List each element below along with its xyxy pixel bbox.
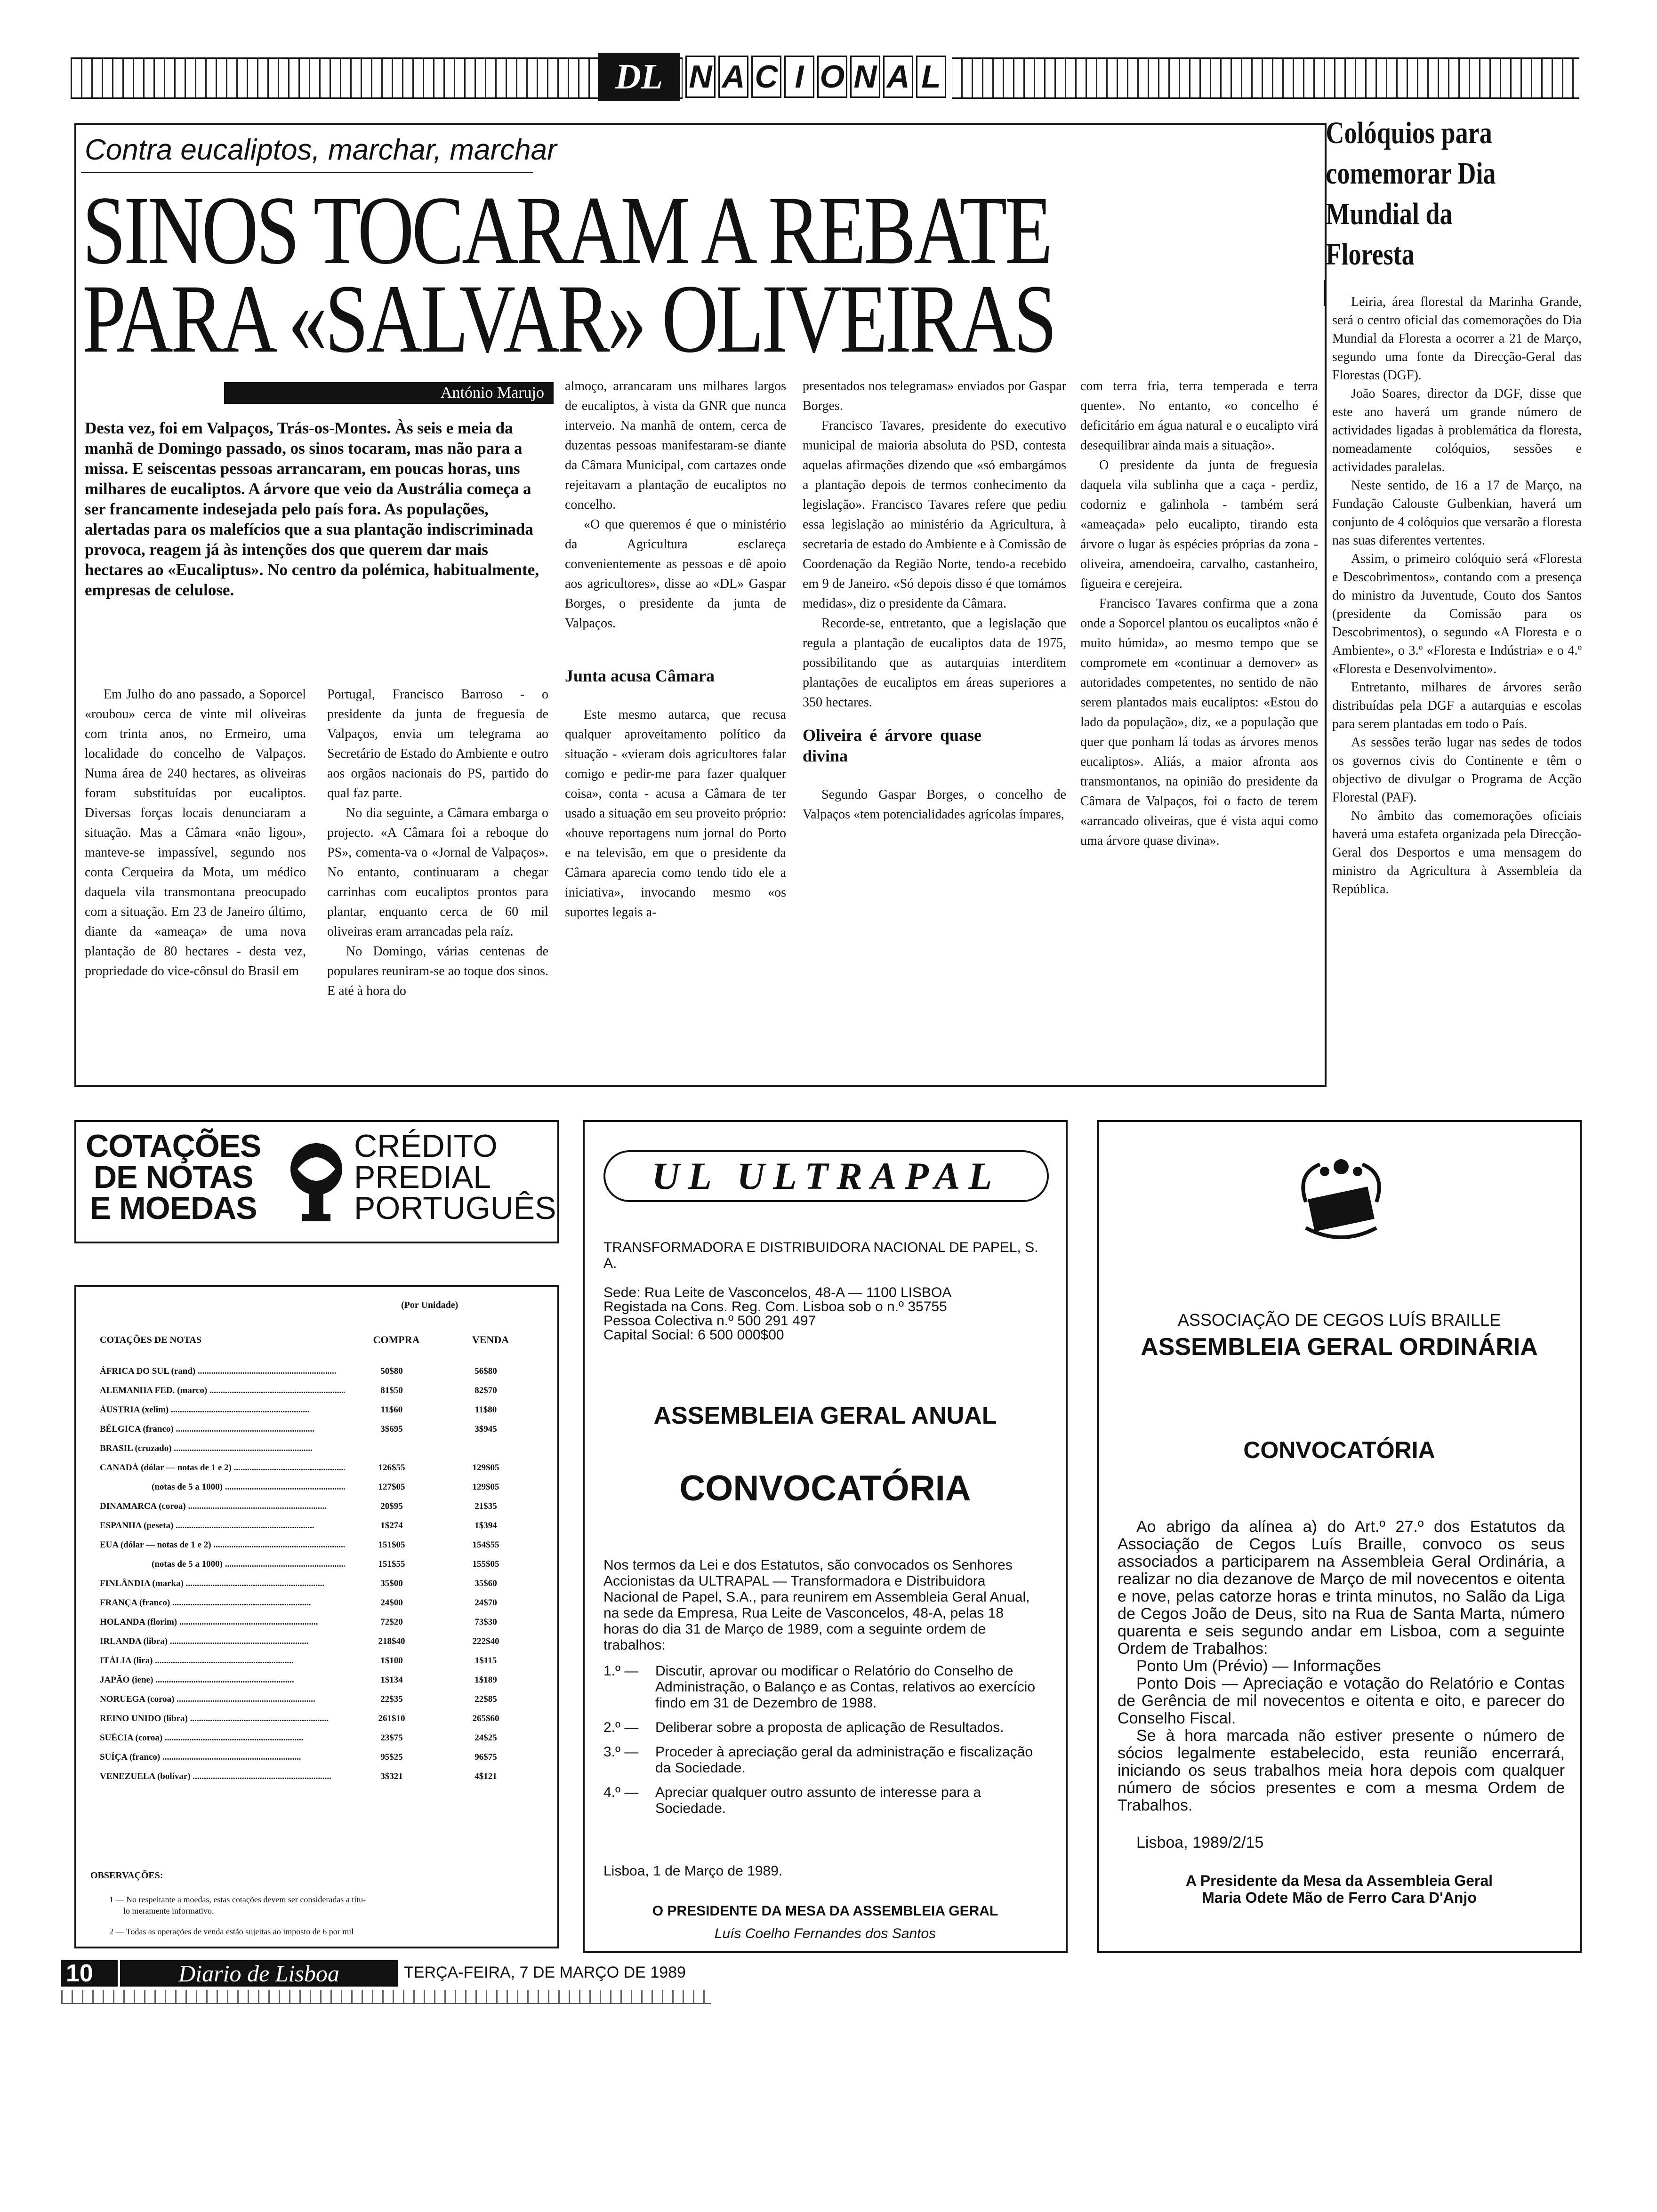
quote-sell: 129$05 bbox=[472, 1482, 499, 1492]
quote-sell: 11$80 bbox=[475, 1405, 497, 1415]
section-letter: A bbox=[718, 56, 748, 98]
column-5-paragraph-2: O presidente da junta de freguesia daquela vila sublinha que a caça - perdiz, codorniz e galinhola - também será «ameaçada» pelo eucalipto, tirando esta árvore o lugar às espécies próprias da zona - oliveira, amendoeira, carvalho, castanheiro, figueira e cerejeira. bbox=[1080, 458, 1318, 591]
column-2-paragraph-1: Portugal, Francisco Barroso - o presidente da junta de freguesia de Valpaços, envia um telegrama ao Secretário de Estado do Ambiente e outro aos orgãos nacionais do PS, partido do qual faz parte. bbox=[327, 687, 548, 801]
article-column-4 bbox=[803, 377, 1066, 825]
quotes-col-buy-header: COMPRA bbox=[373, 1334, 420, 1346]
braille-paragraph: Ao abrigo da alínea a) do Art.º 27.º dos Estatutos da Associação de Cegos Luís Braille, convoco os seus associados a participarem na Assembleia Geral Ordinária, a realizar no dia dezanove de Março de mil novecentos e oitenta e nove, pelas catorze horas e trinta minutos, no Salão da Liga de Cegos João de Deus, sito na Rua de Santa Marta, número quarenta e seis segundo andar em Lisboa, com a seguinte Ordem de Trabalhos: bbox=[1118, 1518, 1565, 1658]
ultrapal-convocatoria: CONVOCATÓRIA bbox=[679, 1468, 971, 1508]
ultrapal-capital: Capital Social: 6 500 000$00 bbox=[603, 1327, 784, 1343]
section-letter: N bbox=[685, 56, 716, 98]
quote-sell: 22$85 bbox=[475, 1694, 497, 1704]
quotes-col-name-header: COTAÇÕES DE NOTAS bbox=[100, 1335, 201, 1345]
kicker-rule bbox=[81, 172, 533, 173]
quote-row bbox=[100, 1512, 533, 1531]
quote-row bbox=[100, 1550, 533, 1570]
sidebar-paragraph: As sessões terão lugar nas sedes de todos os governos civis do Continente e têm o objectivo de divulgar o Programa de Acção Florestal (PAF). bbox=[1332, 735, 1582, 805]
section-letter: O bbox=[817, 56, 847, 98]
quote-buy: 1$100 bbox=[380, 1656, 403, 1666]
quotes-unit-note: (Por Unidade) bbox=[401, 1300, 458, 1310]
quote-buy: 126$55 bbox=[378, 1463, 405, 1473]
footer-date: TERÇA-FEIRA, 7 DE MARÇO DE 1989 bbox=[404, 1964, 686, 1981]
quote-sell: 154$55 bbox=[472, 1540, 499, 1550]
quote-currency: JAPÃO (iene) ..... bbox=[100, 1675, 345, 1685]
ultrapal-item: 1.º — Discutir, aprovar ou modificar o Relatório do Conselho de Administração, o Balanço e as Contas, relativos ao exercício findo em 31 de Dezembro de 1988. bbox=[603, 1663, 1036, 1711]
quote-buy: 151$05 bbox=[378, 1540, 405, 1550]
footer-masthead: Diario de Lisboa bbox=[120, 1960, 398, 1987]
quote-sell: 1$115 bbox=[475, 1656, 497, 1666]
page-number: 10 bbox=[61, 1960, 118, 1987]
column-1-paragraph: Em Julho do ano passado, a Soporcel «roubou» cerca de vinte mil oliveiras com trinta anos, no Ermeiro, uma localidade do concelho de Valpaços. Numa área de 240 hectares, as oliveiras foram substituídas por eucaliptos. Diversas forças locais denunciaram a situação. Mas a Câmara «não ligou», manteve-se impassível, segundo nos conta Cerqueira da Mota, um médico daquela vila transmontana preocupado com a situação. Em 23 de Janeiro último, diante da «ameaça» de uma nova plantação de 80 hectares - desta vez, propriedade do vice-cônsul do Brasil em bbox=[85, 687, 306, 978]
quotes-title-line: E MOEDAS bbox=[89, 1190, 257, 1226]
article-headline bbox=[82, 176, 1055, 373]
subheading-junta-acusa: Junta acusa Câmara bbox=[565, 666, 715, 685]
quote-currency: ÁUSTRIA (xelim) ..... bbox=[100, 1405, 345, 1415]
quote-currency: IRLANDA (libra) ..... bbox=[100, 1636, 345, 1647]
braille-org: ASSOCIAÇÃO DE CEGOS LUÍS BRAILLE bbox=[1177, 1310, 1501, 1330]
article-column-1 bbox=[85, 685, 306, 981]
quote-currency: (notas de 5 a 1000) ..... bbox=[100, 1559, 345, 1570]
ultrapal-intro: Nos termos da Lei e dos Estatutos, são convocados os Senhores Accionistas da ULTRAPAL — Transformadora e Distribuidora Nacional de Papel, S.A., para reunirem em Assembleia Geral Anual, na sede da Empresa, Rua Leite de Vasconcelos, 48-A, pelas 18 horas do dia 31 de Março de 1989, com a seguinte ordem de trabalhos: bbox=[603, 1557, 1030, 1653]
quote-buy: 1$134 bbox=[380, 1675, 403, 1685]
section-letter: C bbox=[751, 56, 781, 98]
quote-currency: NORUEGA (coroa) ..... bbox=[100, 1694, 345, 1705]
braille-point-2: Ponto Dois — Apreciação e votação do Relatório e Contas de Gerência de mil novecentos e oitenta e oito, e parecer do Conselho Fiscal. bbox=[1118, 1675, 1565, 1727]
quote-sell: 3$945 bbox=[475, 1424, 497, 1434]
quote-row bbox=[100, 1763, 533, 1782]
braille-point-1: Ponto Um (Prévio) — Informações bbox=[1136, 1657, 1381, 1675]
sidebar-paragraph: No âmbito das comemorações oficiais haverá uma estafeta organizada pela Direcção-Geral dos Desportos e uma mensagem do ministro da Agricultura à Assembleia da República. bbox=[1332, 809, 1582, 897]
quotes-title-line: DE NOTAS bbox=[94, 1159, 253, 1195]
ultrapal-logo: UL ULTRAPAL bbox=[603, 1150, 1049, 1202]
braille-note: Se à hora marcada não estiver presente o número de sócios legalmente estabelecido, esta reunião encerrará, iniciando os seus trabalhos meia hora depois com qualquer número de sócios presentes e com a mesma Ordem de Trabalhos. bbox=[1118, 1727, 1565, 1814]
quote-sell: 73$30 bbox=[475, 1617, 497, 1627]
quote-currency: REINO UNIDO (libra) ..... bbox=[100, 1714, 345, 1724]
article-lead: Desta vez, foi em Valpaços, Trás-os-Montes. Às seis e meia da manhã de Domingo passado, os sinos tocaram, mas não para a missa. E seiscentas pessoas arrancaram, em poucas horas, uns milhares de eucaliptos. A árvore que veio da Austrália começa a ser francamente indesejada pelo país fora. As populações, alertadas para os malefícios que a sua plantação indiscriminada provoca, reagem já às intenções dos que querem dar mais hectares ao «Eucaliptus». No centro da polémica, habitualmente, empresas de celulose. bbox=[85, 419, 539, 599]
ultrapal-heading: ASSEMBLEIA GERAL ANUAL bbox=[653, 1402, 997, 1429]
bank-name-line: CRÉDITO bbox=[354, 1128, 498, 1164]
quote-row bbox=[100, 1357, 533, 1377]
sidebar-paragraph: Assim, o primeiro colóquio será «Floresta e Descobrimentos», contando com a presença do ministro da Juventude, Couto dos Santos (presidente da Comissão para os Descobrimentos), o segundo «A Floresta e o Ambiente», o 3.º «Floresta e Indústria» e o 4.º «Floresta e Desenvolvimento». bbox=[1332, 552, 1582, 676]
sidebar-paragraph: Entretanto, milhares de árvores serão distribuídas pela DGF a autarquias e escolas para serem plantadas em todo o País. bbox=[1332, 680, 1582, 731]
braille-signature-title: A Presidente da Mesa da Assembleia Geral bbox=[1185, 1872, 1493, 1889]
quote-currency: SUÉCIA (coroa) ..... bbox=[100, 1733, 345, 1743]
quote-buy: 23$75 bbox=[380, 1733, 403, 1743]
quote-buy: 261$10 bbox=[378, 1714, 405, 1723]
quote-currency: CANADÁ (dólar — notas de 1 e 2) ..... bbox=[100, 1463, 345, 1473]
ultrapal-details bbox=[603, 1286, 1041, 1342]
quote-sell: 56$80 bbox=[475, 1366, 497, 1376]
quote-sell: 129$05 bbox=[472, 1463, 499, 1473]
quote-sell: 82$70 bbox=[475, 1386, 497, 1395]
quote-row bbox=[100, 1435, 533, 1454]
quote-buy: 72$20 bbox=[380, 1617, 403, 1627]
column-4-paragraph-2: Francisco Tavares, presidente do executivo municipal de maioria absoluta do PSD, contesta aquelas afirmações dizendo que «só embargámos a plantação depois de termos conhecimento da legislação». Francisco Tavares refere que pediu essa legislação ao ministério da Agricultura, à secretaria de estado do Ambiente e à Comissão de Coordenação da Região Norte, tendo-a recebido em 9 de Janeiro. «Só depois disso é que tomámos medidas», diz o presidente da Câmara. bbox=[803, 418, 1066, 611]
quote-row bbox=[100, 1685, 533, 1705]
section-label-nacional bbox=[683, 54, 952, 103]
quote-row bbox=[100, 1608, 533, 1627]
sidebar-body bbox=[1332, 293, 1582, 898]
quote-buy: 81$50 bbox=[380, 1386, 403, 1395]
quote-buy: 151$55 bbox=[378, 1559, 405, 1569]
bank-name-line: PREDIAL bbox=[354, 1159, 491, 1195]
quote-row bbox=[100, 1377, 533, 1396]
quote-currency: HOLANDA (florim) ..... bbox=[100, 1617, 345, 1627]
quote-row bbox=[100, 1492, 533, 1512]
ultrapal-item: 4.º — Apreciar qualquer outro assunto de interesse para a Sociedade. bbox=[603, 1785, 981, 1816]
section-letter: L bbox=[916, 56, 946, 98]
footer-rule bbox=[61, 1990, 711, 2004]
quote-sell: 4$121 bbox=[475, 1771, 497, 1781]
observation-1 bbox=[109, 1894, 533, 1916]
quote-currency: SUÍÇA (franco) ..... bbox=[100, 1752, 345, 1763]
quote-buy bbox=[345, 1435, 439, 1454]
quote-sell: 155$05 bbox=[472, 1559, 499, 1569]
quote-buy: 35$00 bbox=[380, 1579, 403, 1588]
quote-row bbox=[100, 1570, 533, 1589]
quote-currency: ALEMANHA FED. (marco) ..... bbox=[100, 1386, 345, 1396]
quote-buy: 127$05 bbox=[378, 1482, 405, 1492]
quote-row bbox=[100, 1415, 533, 1435]
quote-sell: 24$70 bbox=[475, 1598, 497, 1608]
column-4-paragraph-3: Recorde-se, entretanto, que a legislação que regula a plantação de eucaliptos data de 1975, possibilitando que as autarquias interditem plantações de eucaliptos em áreas superiores a 350 hectares. bbox=[803, 616, 1066, 710]
ultrapal-item: 2.º — Deliberar sobre a proposta de aplicação de Resultados. bbox=[603, 1720, 1004, 1735]
column-4-paragraph-4: Segundo Gaspar Borges, o concelho de Valpaços «tem potencialidades agrícolas ímpares, bbox=[803, 787, 1066, 822]
ultrapal-pessoa: Pessoa Colectiva n.º 500 291 497 bbox=[603, 1313, 816, 1329]
quote-buy: 11$60 bbox=[380, 1405, 403, 1415]
ultrapal-items bbox=[603, 1663, 1041, 1817]
column-4-paragraph-1: presentados nos telegramas» enviados por Gaspar Borges. bbox=[803, 379, 1066, 413]
article-column-2 bbox=[327, 685, 548, 1001]
quote-row bbox=[100, 1705, 533, 1724]
quote-buy: 1$274 bbox=[380, 1521, 403, 1531]
article-column-5 bbox=[1080, 377, 1318, 851]
quote-buy: 95$25 bbox=[380, 1752, 403, 1762]
quote-buy: 24$00 bbox=[380, 1598, 403, 1608]
quote-currency: (notas de 5 a 1000) ..... bbox=[100, 1482, 345, 1492]
column-3-paragraph-3: Este mesmo autarca, que recusa qualquer aproveitamento político da situação - «vieram dois agricultores falar comigo e pedir-me para fazer qualquer coisa», conta - acusa a Câmara de ter usado a situação em seu proveito próprio: «houve reportagens num jornal do Porto e na televisão, em que o presidente da Câmara aparecia como tendo tido ele a iniciativa», invocando mesmo «os suportes legais a- bbox=[565, 707, 786, 920]
quote-currency: ITÁLIA (lira) ..... bbox=[100, 1656, 345, 1666]
sidebar-paragraph: João Soares, director da DGF, disse que este ano haverá um grande número de actividades ligadas à problemática da floresta, nomeadamente colóquios, sessões e actividades paralelas. bbox=[1332, 386, 1582, 474]
quote-sell: 21$35 bbox=[475, 1501, 497, 1511]
quote-currency: ÁFRICA DO SUL (rand) ..... bbox=[100, 1366, 345, 1377]
observation-1-line: 1 — No respeitante a moedas, estas cotações devem ser consideradas a títu- bbox=[109, 1895, 366, 1904]
association-emblem-icon bbox=[1287, 1146, 1395, 1249]
quote-row bbox=[100, 1647, 533, 1666]
headline-line-1: SINOS TOCARAM A REBATE bbox=[82, 176, 1051, 284]
quotes-table-box bbox=[74, 1285, 559, 1948]
article-column-3 bbox=[565, 377, 786, 922]
quote-row bbox=[100, 1666, 533, 1685]
ultrapal-ad bbox=[583, 1120, 1068, 1953]
column-5-paragraph-3: Francisco Tavares confirma que a zona onde a Soporcel plantou os eucaliptos «não é muito húmida», ao mesmo tempo que se compromete em «continuar a demover» as autoridades competentes, no sentido de não serem plantados mais eucaliptos: «Estou do lado da população», diz, «e a população que quer que ponham lá todas as árvores menos eucaliptos». Aliás, a maior afronta aos transmontanos, na opinião do presidente da Câmara de Valpaços, foi o facto de terem «arrancado oliveiras, que é vista aqui como uma árvore quase divina». bbox=[1080, 596, 1318, 848]
quote-currency: BRASIL (cruzado) ..... bbox=[100, 1443, 345, 1454]
column-2-paragraph-3: No Domingo, várias centenas de populares reuniram-se ao toque dos sinos. E até à hora do bbox=[327, 944, 548, 998]
quote-buy: 50$80 bbox=[380, 1366, 403, 1376]
quote-row bbox=[100, 1396, 533, 1415]
quote-currency: ESPANHA (peseta) ..... bbox=[100, 1521, 345, 1531]
sidebar-paragraph: Leiria, área florestal da Marinha Grande, será o centro oficial das comemorações do Dia Mundial da Floresta a ocorrer a 21 de Março, segundo uma fonte da Direcção-Geral das Florestas (DGF). bbox=[1332, 295, 1582, 383]
quote-currency: EUA (dólar — notas de 1 e 2) ..... bbox=[100, 1540, 345, 1550]
header-logo: DL bbox=[598, 53, 680, 101]
quotes-title-line: COTAÇÕES bbox=[86, 1128, 261, 1164]
quote-sell: 35$60 bbox=[475, 1579, 497, 1588]
observation-1-line: lo meramente informativo. bbox=[123, 1906, 214, 1915]
quote-sell: 265$60 bbox=[472, 1714, 499, 1723]
quotes-header-box bbox=[74, 1120, 559, 1243]
braille-signature-name: Maria Odete Mão de Ferro Cara D'Anjo bbox=[1202, 1889, 1477, 1906]
quote-currency: FINLÂNDIA (marka) ..... bbox=[100, 1579, 345, 1589]
ultrapal-item: 3.º — Proceder à apreciação geral da administração e fiscalização da Sociedade. bbox=[603, 1744, 1033, 1776]
quote-row bbox=[100, 1589, 533, 1608]
column-3-paragraph-1: almoço, arrancaram uns milhares largos de eucaliptos, à vista da GNR que nunca interveio. Na manhã de ontem, cerca de duzentas pessoas manifestaram-se diante da Câmara Municipal, com cartazes onde rejeitavam a plantação de eucaliptos no concelho. bbox=[565, 379, 786, 512]
sidebar-title: Colóquios para comemorar Dia Mundial da Floresta bbox=[1326, 116, 1496, 272]
quote-row bbox=[100, 1454, 533, 1473]
quote-row bbox=[100, 1627, 533, 1647]
quote-row bbox=[100, 1724, 533, 1743]
section-letter: I bbox=[784, 56, 814, 98]
quote-sell: 96$75 bbox=[475, 1752, 497, 1762]
braille-heading: ASSEMBLEIA GERAL ORDINÁRIA bbox=[1141, 1333, 1538, 1361]
quote-buy: 3$321 bbox=[380, 1771, 403, 1781]
quote-buy: 3$695 bbox=[380, 1424, 403, 1434]
observation-2: 2 — Todas as operações de venda estão sujeitas ao imposto de 6 por mil bbox=[109, 1927, 354, 1936]
quote-currency: FRANÇA (franco) ..... bbox=[100, 1598, 345, 1608]
quote-buy: 218$40 bbox=[378, 1636, 405, 1646]
column-2-paragraph-2: No dia seguinte, a Câmara embarga o projecto. «A Câmara foi a reboque do PS», comenta-va o «Jornal de Valpaços». No entanto, continuaram a chegar carrinhas com eucaliptos prontos para plantar, enquanto cerca de 60 mil oliveiras eram arrancadas pela raíz. bbox=[327, 806, 548, 939]
quote-currency: DINAMARCA (coroa) ..... bbox=[100, 1501, 345, 1512]
quote-sell bbox=[439, 1435, 533, 1454]
quote-buy: 22$35 bbox=[380, 1694, 403, 1704]
article-kicker: Contra eucaliptos, marchar, marchar bbox=[85, 134, 557, 166]
quote-sell: 1$394 bbox=[475, 1521, 497, 1531]
quote-sell: 24$25 bbox=[475, 1733, 497, 1743]
braille-signature bbox=[1099, 1872, 1580, 1906]
quote-row bbox=[100, 1531, 533, 1550]
braille-ad bbox=[1097, 1120, 1582, 1953]
column-3-paragraph-2: «O que queremos é que o ministério da Agricultura esclareça convenientemente as pessoas e dê apoio aos agricultores», disse ao «DL» Gaspar Borges, o presidente da junta de Valpaços. bbox=[565, 517, 786, 631]
ultrapal-signature-name: Luís Coelho Fernandes dos Santos bbox=[714, 1926, 936, 1941]
observations-title: OBSERVAÇÕES: bbox=[90, 1870, 163, 1881]
quote-currency: BÉLGICA (franco) ..... bbox=[100, 1424, 345, 1435]
quote-currency: VENEZUELA (bolívar) ..... bbox=[100, 1771, 345, 1782]
ultrapal-date: Lisboa, 1 de Março de 1989. bbox=[603, 1863, 783, 1879]
ultrapal-signature-title: O PRESIDENTE DA MESA DA ASSEMBLEIA GERAL bbox=[652, 1903, 998, 1919]
ultrapal-registo: Registada na Cons. Reg. Com. Lisboa sob o n.º 35755 bbox=[603, 1299, 947, 1314]
quotes-title bbox=[86, 1130, 261, 1224]
ultrapal-company: TRANSFORMADORA E DISTRIBUIDORA NACIONAL DE PAPEL, S. A. bbox=[603, 1240, 1038, 1271]
subheading-oliveira: Oliveira é árvore quase divina bbox=[803, 726, 981, 765]
quote-row bbox=[100, 1743, 533, 1763]
sidebar-title-rule bbox=[1324, 280, 1326, 306]
quote-row bbox=[100, 1473, 533, 1492]
braille-body bbox=[1118, 1518, 1565, 1814]
bank-name-line: PORTUGUÊS bbox=[354, 1190, 556, 1226]
bank-name bbox=[354, 1130, 556, 1224]
quotes-table bbox=[100, 1357, 533, 1782]
quote-buy: 20$95 bbox=[380, 1501, 403, 1511]
section-letter: N bbox=[850, 56, 880, 98]
headline-line-2: PARA «SALVAR» OLIVEIRAS bbox=[82, 264, 1055, 373]
bank-logo-icon bbox=[283, 1136, 349, 1226]
column-5-paragraph-1: com terra fria, terra temperada e terra quente». No entanto, «o concelho é deficitário em água natural e o eucalipto virá desequilibrar ainda mais a situação». bbox=[1080, 379, 1318, 453]
braille-date: Lisboa, 1989/2/15 bbox=[1136, 1834, 1264, 1851]
quote-sell: 222$40 bbox=[472, 1636, 499, 1646]
sidebar-paragraph: Neste sentido, de 16 a 17 de Março, na Fundação Calouste Gulbenkian, haverá um conjunto de 4 colóquios que versarão a floresta nas suas diferentes vertentes. bbox=[1332, 478, 1582, 548]
section-letter: A bbox=[883, 56, 913, 98]
quotes-col-sell-header: VENDA bbox=[472, 1334, 509, 1346]
ultrapal-sede: Sede: Rua Leite de Vasconcelos, 48-A — 1100 LISBOA bbox=[603, 1285, 952, 1300]
quote-sell: 1$189 bbox=[475, 1675, 497, 1685]
byline: António Marujo bbox=[224, 382, 554, 404]
braille-convocatoria: CONVOCATÓRIA bbox=[1243, 1437, 1435, 1463]
